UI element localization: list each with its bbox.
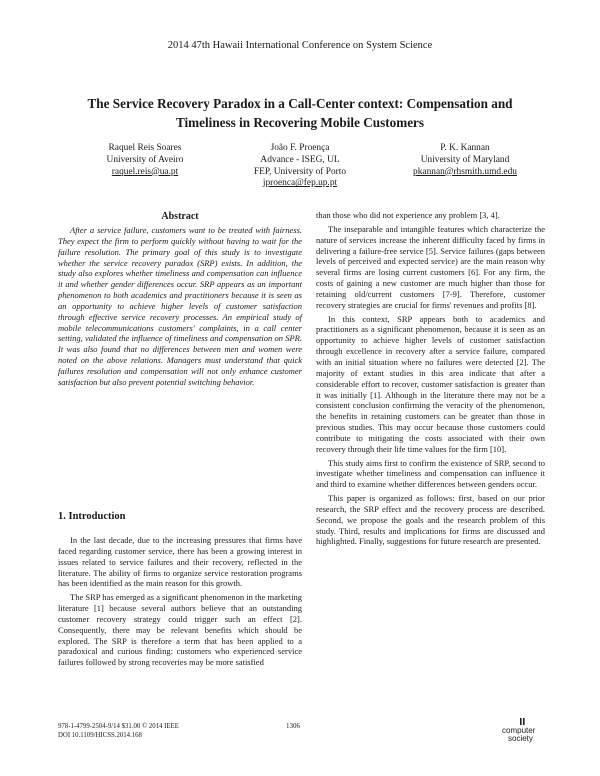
doi-line: DOI 10.1109/HICSS.2014.168 xyxy=(58,732,142,739)
abstract-paragraph: After a service failure, customers want to be treated with fairness. They expect the firm to perform quickly without having to wait for the failure resolution. The primary goal of this study is to investigate whether the service recovery paradox (SRP) exists. In addition, the study also explores whether timeliness and compensation can influence it and whether gender differences occur. SRP appears as an important phenomenon to both academics and practitioners because it is seen as an opportunity to achieve higher levels of customer satisfaction through effective service recovery processes. An empirical study of mobile telecommunications customers' complaints, in a call center setting, validated the influence of timeliness and compensation on SPR. It was also found that no differences between men and women were noted on the above relations. Managers must understand that quick failures resolution and compensation will not only enhance customer satisfaction but also prevent potential switching behavior. xyxy=(58,225,302,387)
paper-title: The Service Recovery Paradox in a Call-Center context: Compensation and Timeliness in Recovering Mobile Customers xyxy=(87,96,513,130)
body-paragraph: than those who did not experience any problem [3, 4]. xyxy=(316,210,500,220)
svg-text:society: society xyxy=(508,734,533,743)
body-paragraph: The inseparable and intangible features which characterize the nature of services increase the inherent difficulty faced by firms in delivering a failure-free service [5]. Service failures (gaps between levels of perceived and expected service) are the main reason why several firms are losing current customers [6]. For any firm, the costs of gaining a new customer are much higher than those for retaining old/current customers [7-9]. Therefore, customer recovery strategies are crucial for firms' revenues and profits [8]. xyxy=(316,223,545,310)
author-email[interactable]: pkannan@rhsmith.umd.edu xyxy=(413,166,517,177)
abstract-body xyxy=(58,225,302,388)
abstract-heading: Abstract xyxy=(161,211,199,222)
svg-text:computer: computer xyxy=(502,726,536,735)
author-1 xyxy=(70,143,220,178)
body-paragraph: This paper is organized as follows: first, based on our prior research, the SRP effect and the recovery process are described. Second, we propose the goals and the research problem of this study. Third, results and implications for firms are discussed and highlighted. Finally, suggestions for future research are presented. xyxy=(316,493,545,547)
body-paragraph: In the last decade, due to the increasing pressures that firms have faced regarding customer service, there has been a growing interest in issues related to service failures and their recovery, reflected in the literature. The ability of firms to organize service restoration programs has been identified as the main reason for this growth. xyxy=(58,535,302,589)
author-affiliation-2: FEP, University of Porto xyxy=(253,166,347,177)
copyright-footer xyxy=(58,722,179,740)
author-email[interactable]: jproenca@fep.up.pt xyxy=(262,178,338,189)
author-affiliation: University of Aveiro xyxy=(106,154,184,165)
conference-header: 2014 47th Hawaii International Conference on System Science xyxy=(167,40,433,51)
author-name: Raquel Reis Soares xyxy=(108,143,182,153)
author-3 xyxy=(385,143,545,178)
isbn-line: 978-1-4799-2504-9/14 $31.00 © 2014 IEEE xyxy=(58,723,179,730)
author-2 xyxy=(215,143,385,190)
author-name: P. K. Kannan xyxy=(440,143,490,153)
body-paragraph: In this context, SRP appears both to academics and practitioners as a significant phenomenon, because it is seen as an opportunity to achieve higher levels of customer satisfaction through excellence in recovery after a service failure, compared with an initial situation where no failures were detected [2]. The majority of extant studies in this area indicate that after a considerable effort to recover, customer satisfaction is greater than it was initially [1]. Although in the literature there may not be a consistent conclusion confirming the veracity of the phenomenon, the benefits in retaining customers can be greater than those in previous studies. This may occur because those customers could contribute to mitigating the costs associated with their own recovery through their life time values for the firm [10]. xyxy=(316,313,545,454)
author-affiliation: Advance - ISEG, UL xyxy=(260,154,340,165)
author-affiliation: University of Maryland xyxy=(420,154,510,165)
page-number: 1306 xyxy=(286,722,300,730)
right-column xyxy=(316,210,545,547)
author-name: João F. Proença xyxy=(270,143,330,153)
computer-society-logo-icon xyxy=(500,717,550,743)
author-email[interactable]: raquel.reis@ua.pt xyxy=(111,166,179,177)
body-paragraph: This study aims first to confirm the existence of SRP, second to investigate whether timeliness and compensation can influence it and third to examine whether differences between genders occur. xyxy=(316,457,545,490)
introduction-body xyxy=(58,535,302,668)
section-heading-introduction: 1. Introduction xyxy=(58,511,126,522)
body-paragraph: The SRP has emerged as a significant phenomenon in the marketing literature [1] because several authors believe that an outstanding customer recovery strategy could trigger such an effect [2]. Consequently, there may be relevant benefits which should be explored. The SRP is therefore a term that has been applied to a paradoxical and curious finding: customers who experienced service failures followed by strong recoveries may be more satisfied xyxy=(58,592,302,668)
